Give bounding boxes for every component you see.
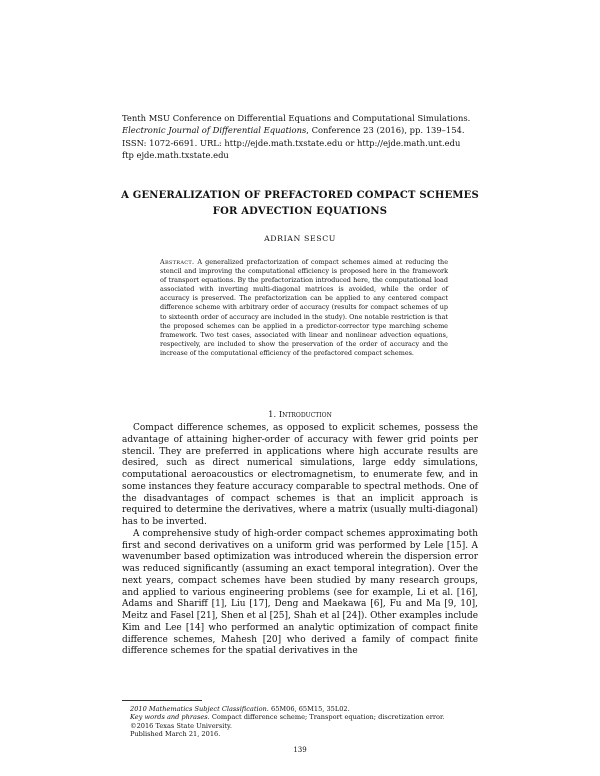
body-text: [122, 423, 478, 658]
paper-title: [100, 188, 500, 220]
keywords-footnote: [122, 713, 478, 721]
footnote-rule: [122, 700, 202, 701]
conference-line: Tenth MSU Conference on Differential Equations and Computational Simulations.: [122, 113, 471, 123]
paragraph-1: Compact difference schemes, as opposed to explicit schemes, possess the advantage of attaining higher-order of accuracy with fewer grid points per stencil. They are preferred in applications where high accurate results are desired, such as direct numerical simulations, large eddy simulations, computational aeroacoustics or electromagnetism, to enumerate few, and in some instances they feature accuracy comparable to spectral methods. One of the disadvantages of compact schemes is that an implicit approach is required to determine the derivatives, where a matrix (usually multi-diagonal) has to be inverted.: [122, 423, 478, 527]
title-line-2: FOR ADVECTION EQUATIONS: [212, 206, 388, 217]
journal-citation-line: [122, 124, 492, 136]
section-heading: [100, 409, 500, 419]
abstract-text: A generalized prefactorization of compact schemes aimed at reducing the stencil and improving the computational efficiency is proposed here in the framework of transport equations. By the prefactorization introduced here, the computational load associated with inverting multi-diagonal matrices is avoided, while the order of accuracy is preserved. The prefactorization can be applied to any centered compact difference scheme with arbitrary order of accuracy (results for compact schemes of up to sixteenth order of accuracy are included in the study). One notable restriction is that the proposed schemes can be applied in a predictor-corrector type marching scheme framework. Two test cases, associated with linear and nonlinear advection equations, respectively, are included to show the preservation of the order of accuracy and the increase of the computational efficiency of the prefactored compact schemes.: [160, 258, 449, 357]
paragraph-2: A comprehensive study of high-order compact schemes approximating both first and second derivatives on a uniform grid was performed by Lele [15]. A wavenumber based optimization was introduced wherein the dispersion error was reduced significantly (assuming an exact temporal integration). Over the next years, compact schemes have been studied by many research groups, and applied to various engineering problems (see for example, Li et al. [16], Adams and Shariff [1], Liu [17], Deng and Maekawa [6], Fu and Ma [9, 10], Meitz and Fasel [21], Shen et al [25], Shah et al [24]). Other examples include Kim and Lee [14] who performed an analytic optimization of compact finite difference schemes, Mahesh [20] who derived a family of compact finite difference schemes for the spatial derivatives in the: [122, 528, 478, 657]
msc-label: 2010 Mathematics Subject Classification.: [130, 705, 269, 713]
journal-details: , Conference 23 (2016), pp. 139–154.: [306, 125, 465, 136]
author-name: ADRIAN SESCU: [264, 234, 336, 243]
journal-header: [122, 112, 492, 162]
msc-value: 65M06, 65M15, 35L02.: [268, 705, 350, 713]
keywords-value: Compact difference scheme; Transport equation; discretization error.: [209, 713, 445, 722]
ftp-line: ftp ejde.math.txstate.edu: [122, 150, 229, 161]
copyright-footnote: ©2016 Texas State University.: [130, 721, 232, 730]
published-footnote: Published March 21, 2016.: [130, 730, 221, 739]
msc-footnote: [122, 705, 478, 713]
keywords-label: Key words and phrases.: [130, 713, 210, 722]
title-line-1: A GENERALIZATION OF PREFACTORED COMPACT SCHEMES: [121, 190, 479, 201]
page-number: 139: [293, 746, 307, 754]
section-title: Introduction: [278, 409, 332, 419]
abstract-label: Abstract.: [160, 258, 195, 266]
abstract: [160, 258, 448, 358]
journal-name: Electronic Journal of Differential Equations: [122, 125, 307, 136]
section-number: 1.: [268, 409, 277, 419]
issn-url-line: ISSN: 1072-6691. URL: http://ejde.math.txstate.edu or http://ejde.math.unt.edu: [122, 137, 461, 148]
footnotes: [122, 705, 478, 739]
